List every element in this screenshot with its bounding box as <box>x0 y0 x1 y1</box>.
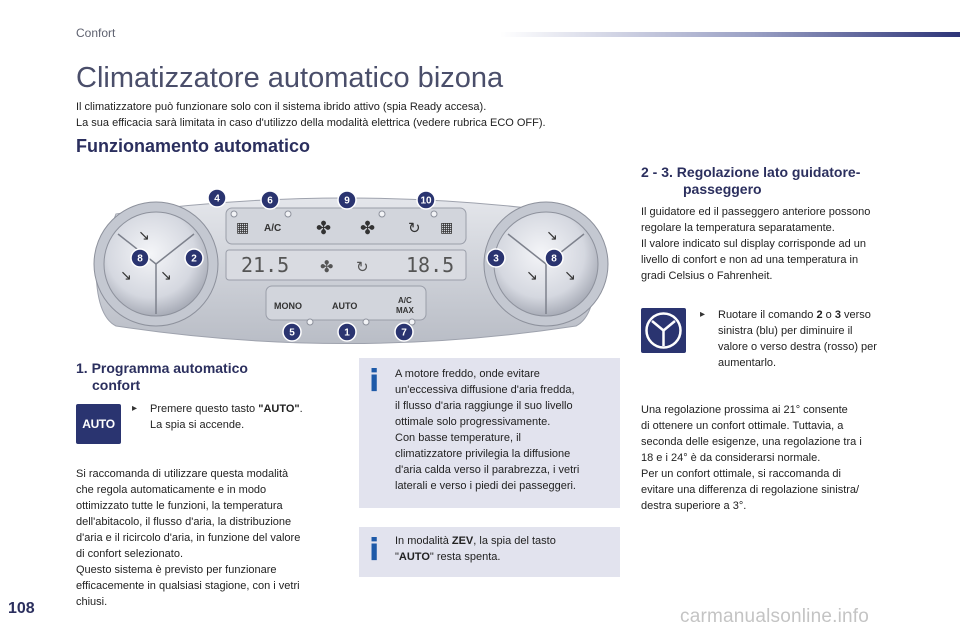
info-line: d'aria calda verso il parabrezza, i vetri <box>395 464 580 476</box>
callout-number: 7 <box>401 327 407 339</box>
heading-line: passeggero <box>683 181 762 197</box>
info-box-text <box>395 366 579 494</box>
auto-button-illustration: AUTO <box>76 404 121 444</box>
paragraph-line: 18 e i 24° è da considerarsi normale. <box>641 452 821 464</box>
watermark: carmanualsonline.info <box>680 606 870 627</box>
info-text-part: , la spia del tasto <box>473 535 556 547</box>
info-box-zev <box>359 527 620 577</box>
bullet-arrow-icon: ▸ <box>700 309 706 320</box>
svg-text:▦: ▦ <box>236 220 250 236</box>
rotate-bullet-text <box>718 307 877 371</box>
ac-max-line2: MAX <box>396 306 414 315</box>
heading-line: 2 - 3. Regolazione lato guidatore- <box>641 164 861 180</box>
rotary-knob-illustration <box>641 308 686 353</box>
display-right-temperature: 18.5 <box>406 253 455 277</box>
bullet-text: o <box>822 309 835 321</box>
paragraph-line: efficacemente in qualsiasi stagione, con i vetri <box>76 580 300 592</box>
info-box-cold-engine <box>359 358 620 508</box>
paragraph-line: di confort selezionato. <box>76 548 184 560</box>
heading-regolazione <box>641 164 860 198</box>
paragraph-line: regolare la temperatura separatamente. <box>641 222 835 234</box>
paragraph-line: ottimizzato tutte le funzioni, la temperatura <box>76 500 283 512</box>
svg-text:↘: ↘ <box>138 228 150 244</box>
climate-control-panel-illustration <box>76 186 616 348</box>
svg-text:↘: ↘ <box>160 268 172 284</box>
header-section-label: Confort <box>76 26 116 40</box>
intro-line: Il climatizzatore può funzionare solo con il sistema ibrido attivo (spia Ready accesa). <box>76 101 487 113</box>
callout-number: 2 <box>191 253 197 265</box>
bullet-arrow-icon: ▸ <box>132 403 138 414</box>
info-line: A motore freddo, onde evitare <box>395 368 540 380</box>
bullet-text: . <box>299 403 303 415</box>
top-buttons-row <box>226 208 466 244</box>
bullet-text: Premere questo tasto <box>150 403 259 415</box>
bullet-text: La spia si accende. <box>150 419 245 431</box>
callout-number: 4 <box>214 193 220 205</box>
bullet-text: sinistra (blu) per diminuire il <box>718 325 853 337</box>
page-title: Climatizzatore automatico bizona <box>76 62 504 94</box>
section-title: Funzionamento automatico <box>76 136 310 156</box>
ac-button-label: A/C <box>264 223 282 234</box>
paragraph-line: seconda delle esigenze, una regolazione tra i <box>641 436 862 448</box>
info-icon: i <box>369 364 380 399</box>
info-line: Con basse temperature, il <box>395 432 521 444</box>
info-text-part: " <box>395 551 399 563</box>
bullet-auto-quote: "AUTO" <box>258 403 300 415</box>
paragraph-line: Il valore indicato sul display corrisponde ad un <box>641 238 867 250</box>
info-zev-label: ZEV <box>451 535 474 547</box>
info-auto-label: AUTO <box>398 551 430 563</box>
paragraph-line: livello di confort e non ad una temperatura in <box>641 254 859 266</box>
auto-panel-button-label: AUTO <box>332 301 358 311</box>
auto-bullet-text <box>150 401 303 433</box>
info-line: un'eccessiva diffusione d'aria fredda, <box>395 384 575 396</box>
paragraph-line: dell'abitacolo, il flusso d'aria, la distribuzione <box>76 516 292 528</box>
auto-bullet <box>132 401 303 433</box>
paragraph-line: evitare una differenza di regolazione sinistra/ <box>641 484 860 496</box>
info-line: il flusso d'aria raggiunge il suo livello <box>395 400 573 412</box>
paragraph-line: gradi Celsius o Fahrenheit. <box>641 270 773 282</box>
bullet-bold: 3 <box>834 309 841 321</box>
bottom-buttons-row <box>266 286 426 320</box>
bullet-text: valore o verso destra (rosso) per <box>718 341 877 353</box>
svg-text:↘: ↘ <box>526 268 538 284</box>
col3-paragraph1 <box>641 204 870 284</box>
paragraph-line: di ottenere un confort ottimale. Tuttavia, a <box>641 420 844 432</box>
intro-line: La sua efficacia sarà limitata in caso d'utilizzo della modalità elettrica (vedere rubrica ECO OFF). <box>76 117 546 129</box>
info-line: laterali e verso i piedi dei passeggeri. <box>395 480 576 492</box>
info-box-text <box>395 533 556 565</box>
paragraph-line: Si raccomanda di utilizzare questa modalità <box>76 468 289 480</box>
callout-number: 3 <box>493 253 499 265</box>
svg-text:✤: ✤ <box>320 257 334 276</box>
paragraph-line: che regola automaticamente e in modo <box>76 484 267 496</box>
intro-text <box>76 99 546 131</box>
temperature-display <box>226 250 466 280</box>
header-gradient-bar <box>500 32 960 37</box>
ac-max-line1: A/C <box>398 296 412 305</box>
heading-line: 1. Programma automatico <box>76 360 248 376</box>
display-left-temperature: 21.5 <box>241 253 290 277</box>
bullet-text: Ruotare il comando <box>718 309 817 321</box>
paragraph-line: Una regolazione prossima ai 21° consente <box>641 404 848 416</box>
svg-text:↻: ↻ <box>408 219 421 237</box>
callout-number: 8 <box>551 253 557 265</box>
svg-text:↘: ↘ <box>564 268 576 284</box>
paragraph-line: Questo sistema è previsto per funzionare <box>76 564 277 576</box>
callout-number: 10 <box>420 195 432 207</box>
callout-number: 9 <box>344 195 350 207</box>
info-icon: i <box>369 533 380 568</box>
svg-text:✤: ✤ <box>360 218 376 239</box>
callout-number: 5 <box>289 327 295 339</box>
knob-icon <box>641 308 686 353</box>
svg-text:↻: ↻ <box>356 258 369 276</box>
svg-text:↘: ↘ <box>120 268 132 284</box>
col1-paragraph <box>76 466 300 610</box>
paragraph-line: Il guidatore ed il passeggero anteriore possono <box>641 206 871 218</box>
bullet-bold: 2 <box>816 309 823 321</box>
info-line: climatizzatore privilegia la diffusione <box>395 448 571 460</box>
paragraph-line: d'aria e il ricircolo d'aria, in funzione del valore <box>76 532 301 544</box>
rotate-bullet <box>700 307 877 371</box>
svg-text:✤: ✤ <box>316 218 332 239</box>
info-line: ottimale solo progressivamente. <box>395 416 551 428</box>
paragraph-line: destra superiore a 3°. <box>641 500 747 512</box>
svg-text:▦: ▦ <box>440 220 454 236</box>
bullet-text: verso <box>840 309 871 321</box>
bullet-text: aumentarlo. <box>718 357 777 369</box>
info-text-part: In modalità <box>395 535 452 547</box>
callout-number: 6 <box>267 195 273 207</box>
callout-number: 1 <box>344 327 350 339</box>
col3-paragraph2 <box>641 402 862 514</box>
paragraph-line: Per un confort ottimale, si raccomanda di <box>641 468 841 480</box>
paragraph-line: chiusi. <box>76 596 108 608</box>
callout-number: 8 <box>137 253 143 265</box>
svg-text:↘: ↘ <box>546 228 558 244</box>
heading-line: confort <box>92 377 141 393</box>
heading-programma-automatico <box>76 360 248 394</box>
mono-button-label: MONO <box>274 301 302 311</box>
page-number: 108 <box>8 600 35 617</box>
info-text-part: " resta spenta. <box>429 551 501 563</box>
